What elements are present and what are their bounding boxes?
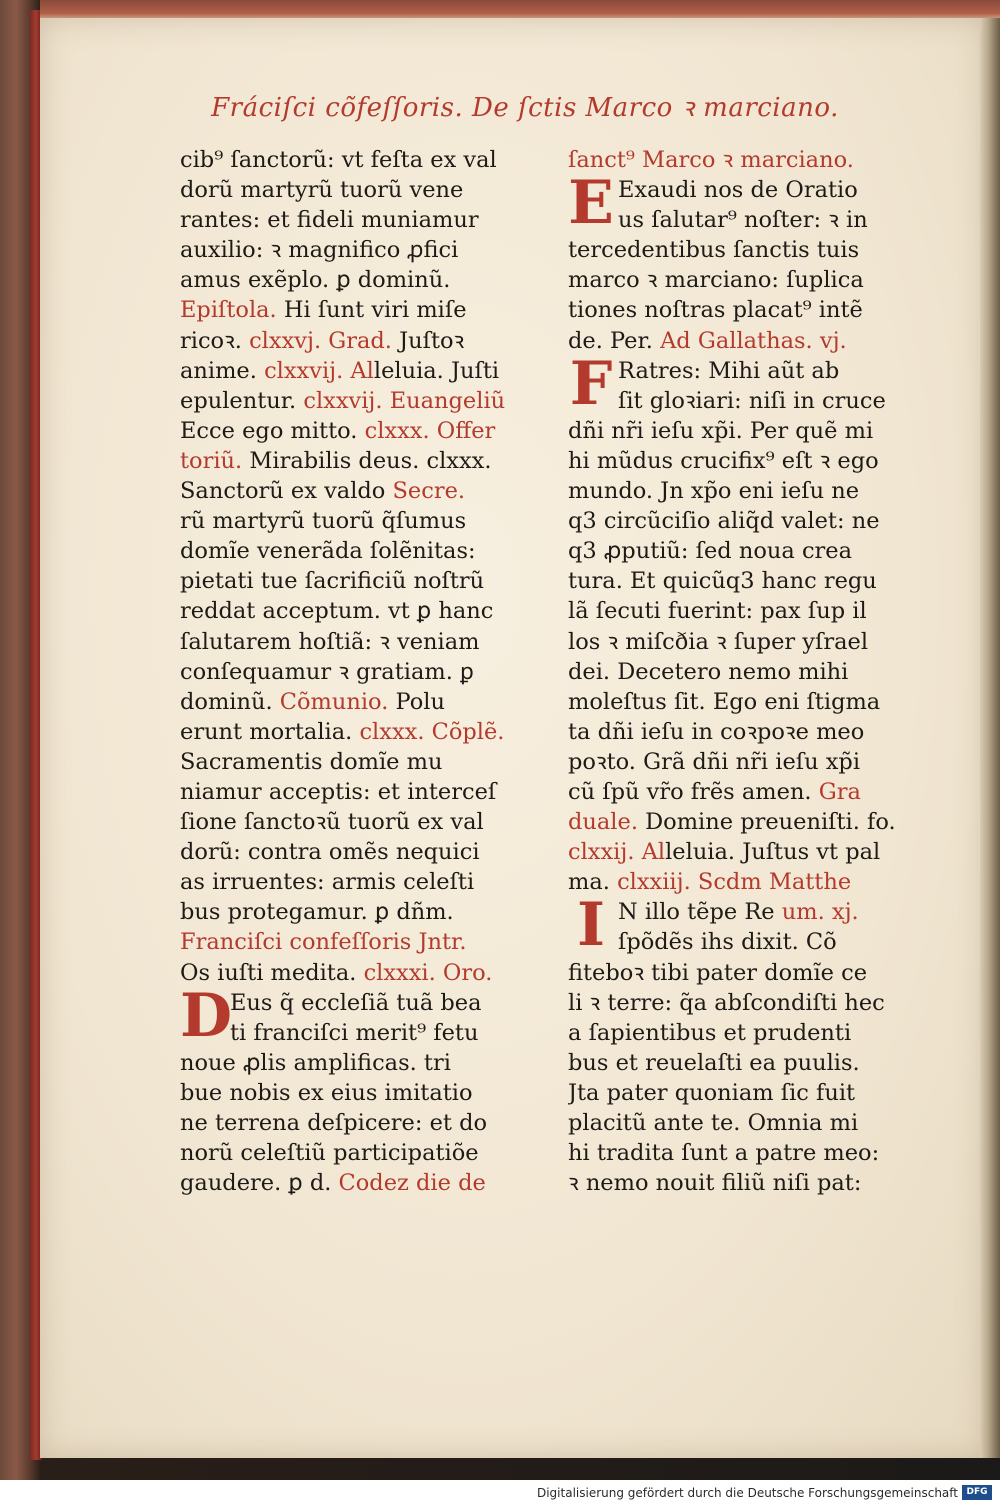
text-line: ta dñi ieſu in coꝛpoꝛe meo — [568, 718, 865, 745]
text-line: hi mũdus crucifix⁹ eſt ꝛ ego — [568, 447, 879, 474]
text-line: us ſalutar⁹ noſter: ꝛ in — [618, 207, 868, 234]
text-line: domĩe venerãda ſolẽnitas: — [180, 538, 476, 565]
text-line: q3 circũciſio aliq̃d valet: ne — [568, 508, 880, 535]
rubric-text: Codez die de — [338, 1170, 486, 1197]
text-line: ſit gloꝛiari: niſi in cruce — [618, 387, 886, 414]
text-line: pietati tue ſacrificiũ noſtrũ — [180, 568, 485, 595]
text-line: Ecce ego mitto. clxxx. Offer — [180, 417, 496, 444]
text-line: as irruentes: armis celeſti — [180, 869, 475, 896]
rubric-text: Cõmunio. — [279, 688, 389, 715]
text-line: Os iuſti medita. clxxxi. Oro. — [180, 959, 493, 986]
text-line: niamur acceptis: et interceſ — [180, 778, 497, 805]
footer-bar — [0, 1480, 1000, 1506]
text-line: dominũ. Cõmunio. Polu — [180, 688, 445, 715]
text-line: Eus q̃ eccleſiã tuã bea — [230, 989, 482, 1016]
text-line: ſalutarem hoſtiã: ꝛ veniam — [180, 628, 480, 655]
text-line: bus et reuelaſti ea puulis. — [568, 1049, 860, 1076]
left-text-column — [180, 145, 520, 1198]
text-line: Ratres: Mihi aũt ab — [618, 357, 840, 384]
text-line: N illo tẽpe Re um. xj. — [618, 899, 859, 926]
text-line: anime. clxxvij. Alleluia. Juſti — [180, 357, 500, 384]
text-line: gaudere. ꝑ d. Codez die de — [180, 1170, 486, 1197]
text-line: dei. Decetero nemo mihi — [568, 658, 849, 685]
text-line: fiteboꝛ tibi pater domĩe ce — [568, 959, 868, 986]
decorated-initial: E — [568, 168, 614, 239]
text-line: clxxij. Alleluia. Juſtus vt pal — [568, 839, 881, 866]
text-line: toriũ. Mirabilis deus. clxxx. — [180, 447, 492, 474]
text-line: ma. clxxiij. Scdm Matthe — [568, 869, 852, 896]
text-line — [568, 145, 913, 175]
text-line: Sacramentis domĩe mu — [180, 748, 443, 775]
decorated-initial: D — [180, 980, 233, 1051]
rubric-text: um. xj. — [781, 899, 859, 926]
text-line: de. Per. Ad Gallathas. vj. — [568, 327, 847, 354]
text-line: q3 ꝓputiũ: ſed noua crea — [568, 538, 853, 565]
rubric-text: Epiſtola. — [180, 297, 277, 324]
text-line: hi tradita ſunt a patre meo: — [568, 1140, 880, 1167]
text-line: tiones noſtras placat⁹ intẽ — [568, 297, 863, 324]
text-line: bus protegamur. ꝑ dñm. — [180, 899, 454, 926]
rubric-text: clxxvj. Grad. — [249, 327, 392, 354]
text-line: reddat acceptum. vt ꝑ hanc — [180, 598, 494, 625]
footer-credit: Digitalisierung gefördert durch die Deutsche Forschungsgemeinschaft — [536, 1486, 958, 1500]
rubric-text: duale. — [568, 809, 638, 836]
text-line: duale. Domine preueniſti. fo. — [568, 809, 896, 836]
rubric-text: Secre. — [392, 478, 466, 505]
text-line: rantes: et fideli muniamur — [180, 207, 479, 234]
text-line: ti franciſci merit⁹ fetu — [230, 1019, 479, 1046]
text-line: Exaudi nos de Oratio — [618, 177, 858, 204]
text-line: placitũ ante te. Omnia mi — [568, 1110, 859, 1136]
text-line: dorũ: contra omẽs nequici — [180, 839, 480, 866]
rubric-text: clxxx. Offer — [364, 417, 496, 444]
text-line: lã ſecuti fuerint: pax ſup il — [568, 598, 867, 625]
text-line: dorũ martyrũ tuorũ vene — [180, 177, 464, 204]
text-line: cib⁹ ſanctorũ: vt feſta ex val — [180, 147, 497, 173]
text-line: tercedentibus ſanctis tuis — [568, 237, 860, 264]
rubric-text: clxxiij. Scdm Matthe — [617, 869, 852, 896]
text-line: ricoꝛ. clxxvj. Grad. Juſtoꝛ — [180, 327, 465, 354]
rubric-text: clxxvij. Euangeliũ — [303, 387, 506, 414]
text-line: li ꝛ terre: q̃a abſcondiſti hec — [568, 989, 885, 1016]
text-line: epulentur. clxxvij. Euangeliũ — [180, 387, 506, 414]
text-line: poꝛto. Grã dñi nr̃i ieſu xp̃i — [568, 748, 861, 775]
rubric-text: toriũ. — [180, 447, 243, 474]
rubric-text: ſanct⁹ Marco ꝛ marciano. — [568, 147, 854, 173]
decorated-initial: I — [576, 890, 606, 961]
text-line: a ſapientibus et prudenti — [568, 1019, 852, 1046]
text-line: bue nobis ex eius imitatio — [180, 1079, 473, 1106]
text-line: Sanctorũ ex valdo Secre. — [180, 478, 466, 505]
text-line: ne terrena deſpicere: et do — [180, 1110, 488, 1136]
text-line: tura. Et quicũq3 hanc regu — [568, 568, 877, 595]
text-line: dñi nr̃i ieſu xp̃i. Per quẽ mi — [568, 417, 874, 444]
text-line: Jta pater quoniam ſic fuit — [568, 1079, 856, 1106]
decorated-initial: F — [569, 348, 613, 419]
rubric-text: clxxxi. Oro. — [363, 959, 493, 986]
rubric-text: clxxij. Al — [568, 839, 666, 866]
rubric-text: clxxvij. Al — [264, 357, 374, 384]
text-line: cũ ſpũ vr̃o frẽs amen. Gra — [568, 778, 861, 805]
text-line: los ꝛ miſcðia ꝛ ſuper yſrael — [568, 628, 869, 655]
rubric-text: Ad Gallathas. vj. — [660, 327, 847, 354]
dfg-logo: DFG — [962, 1485, 992, 1500]
text-line: moleſtus ſit. Ego eni ſtigma — [568, 688, 881, 715]
page-fore-edge — [980, 18, 1000, 1458]
text-line: ſpõdẽs ihs dixit. Cõ — [618, 929, 837, 956]
text-line: rũ martyrũ tuorũ q̃ſumus — [180, 508, 467, 535]
text-line: marco ꝛ marciano: ſuplica — [568, 267, 864, 294]
text-line: norũ celeſtiũ participatiõe — [180, 1140, 479, 1167]
text-line: noue ꝓlis amplificas. tri — [180, 1049, 451, 1076]
rubric-text: clxxx. Cõplẽ. — [359, 718, 505, 745]
text-line: amus exẽplo. ꝑ dominũ. — [180, 267, 451, 294]
text-line: ſione ſanctoꝛũ tuorũ ex val — [180, 809, 484, 836]
text-line: erunt mortalia. clxxx. Cõplẽ. — [180, 718, 505, 745]
text-line: ꝛ nemo nouit filiũ niſi pat: — [568, 1170, 862, 1197]
text-line — [180, 927, 520, 957]
text-line: auxilio: ꝛ magnifico ꝓfici — [180, 237, 459, 264]
text-line: mundo. Jn xp̃o eni ieſu ne — [568, 478, 860, 505]
running-title: Fráciſci cõfeſſoris. De ſctis Marco ꝛ marciano. — [211, 93, 839, 123]
rubric-text: Franciſci confeſſoris Jntr. — [180, 929, 467, 956]
text-line: Epiſtola. Hi ſunt viri miſe — [180, 297, 467, 324]
rubric-text: Gra — [818, 778, 861, 805]
right-text-column — [568, 145, 913, 1198]
text-line: conſequamur ꝛ gratiam. ꝑ — [180, 658, 474, 685]
